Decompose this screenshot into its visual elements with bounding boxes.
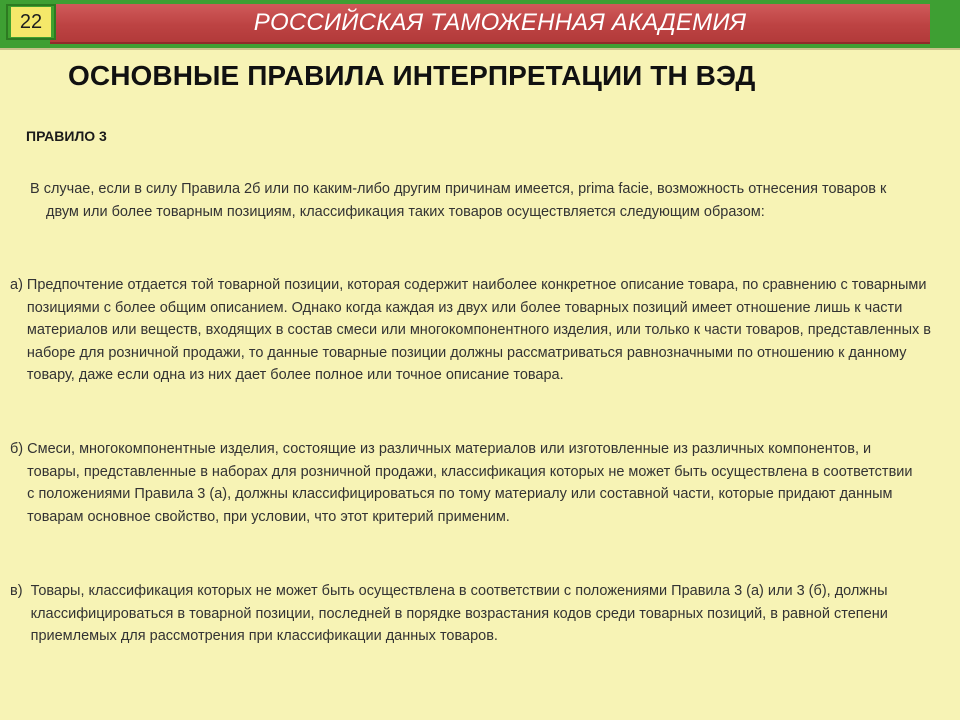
rule-item-text: Предпочтение отдается той товарной позиции, которая содержит наиболее конкретное описание товара, по сравнению с товарными позициями с более общим описанием. Однако когда каждая из двух или более товарных позиций имеет отношение лишь к части материалов или веществ, входящих в состав смеси или многокомпонентного изделия, или только к части товаров, представленных в наборе для розничной продажи, то данные товарные позиции должны рассматриваться равнозначными по отношению к данному товару, даже если одна из них дает более полное или точное описание товара. [26,277,931,383]
header-title: РОССИЙСКАЯ ТАМОЖЕННАЯ АКАДЕМИЯ [253,9,747,36]
header-banner [0,0,960,48]
rule-item-a [10,274,940,387]
rule-item-c [10,580,920,648]
rule-item-marker: в) [10,583,31,599]
header-title-bar [50,4,930,44]
page-title: ОСНОВНЫЕ ПРАВИЛА ИНТЕРПРЕТАЦИИ ТН ВЭД [68,60,756,91]
slide-number: 22 [11,7,51,37]
intro-paragraph: В случае, если в силу Правила 2б или по каким-либо другим причинам имеется, prima facie, возможность отнесения товаров к двум или более товарным позициям, классификация таких товаров осуществляется следующим образом: [30,181,887,220]
rule-item-text: Товары, классификация которых не может быть осуществлена в соответствии с положениями Правила 3 (а) или 3 (б), должны классифицироваться в товарной позиции, последней в порядке возрастания кодов среди товарных позиций, в равной степени приемлемых для рассмотрения при классификации данных товаров. [30,583,888,644]
rule-heading: ПРАВИЛО 3 [26,128,107,144]
rule-item-marker: а) [10,277,27,293]
rule-item-text: Смеси, многокомпонентные изделия, состоящие из различных материалов или изготовленные из различных компонентов, и товары, представленные в наборах для розничной продажи, классификация которых не может быть осуществлена в соответствии с положениями Правила 3 (а), должны классифицироваться по тому материалу или составной части, которые придают данным товарам основное свойство, при условии, что этот критерий применим. [27,441,913,525]
rule-item-b [10,438,920,528]
slide-number-badge [6,4,56,40]
rule-item-marker: б) [10,441,28,457]
header-divider [0,48,960,50]
